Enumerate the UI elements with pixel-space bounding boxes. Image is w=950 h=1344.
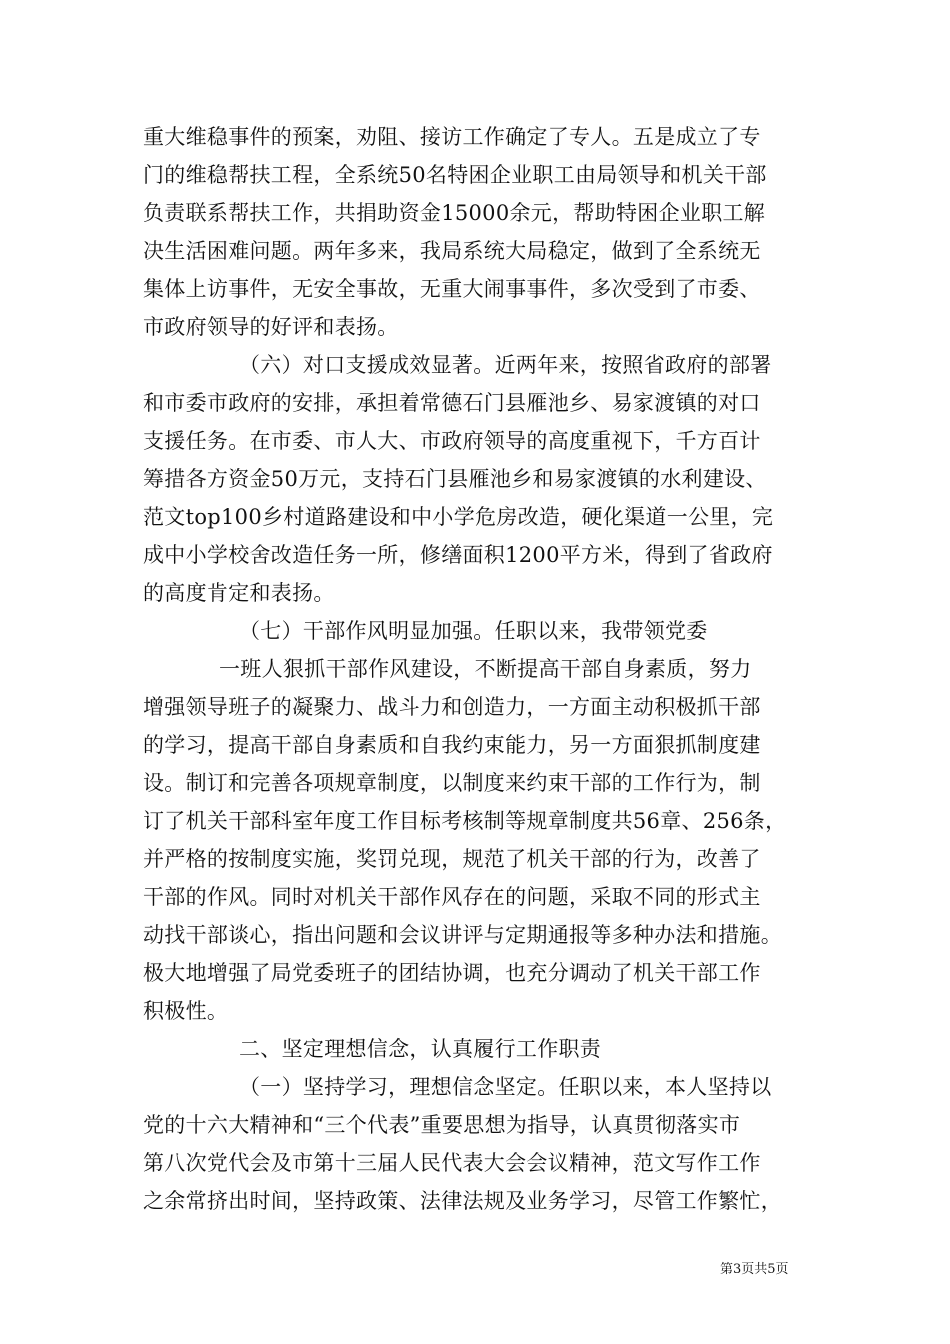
text-line: 成中小学校舍改造任务一所，修缮面积1200平方米，得到了省政府: [143, 543, 773, 567]
section-heading-line: （六）对口支援成效显著。近两年来，按照省政府的部署: [239, 353, 772, 377]
text-line: 积极性。: [143, 999, 229, 1023]
text-line: 增强领导班子的凝聚力、战斗力和创造力，一方面主动积极抓干部: [143, 695, 761, 719]
text-line: 设。制订和完善各项规章制度，以制度来约束干部的工作行为，制: [143, 771, 761, 795]
text-line: 并严格的按制度实施，奖罚兑现，规范了机关干部的行为，改善了: [143, 847, 761, 871]
text-line: 市政府领导的好评和表扬。: [143, 315, 399, 339]
text-line: 极大地增强了局党委班子的团结协调，也充分调动了机关干部工作: [143, 961, 761, 985]
section-heading-line: （一）坚持学习，理想信念坚定。任职以来，本人坚持以: [239, 1075, 772, 1099]
page-number-footer: 第3页共5页: [720, 1262, 789, 1277]
text-line: 干部的作风。同时对机关干部作风存在的问题，采取不同的形式主: [143, 885, 761, 909]
text-line: 门的维稳帮扶工程，全系统50名特困企业职工由局领导和机关干部: [143, 163, 767, 187]
document-body: [143, 118, 808, 1220]
text-line: 决生活困难问题。两年多来，我局系统大局稳定，做到了全系统无: [143, 239, 761, 263]
text-line: 筹措各方资金50万元，支持石门县雁池乡和易家渡镇的水利建设、: [143, 467, 767, 491]
section-heading-line: （七）干部作风明显加强。任职以来，我带领党委: [239, 619, 708, 643]
text-line: 的学习，提高干部自身素质和自我约束能力，另一方面狠抓制度建: [143, 733, 761, 757]
text-line: 的高度肯定和表扬。: [143, 581, 335, 605]
text-line: 之余常挤出时间，坚持政策、法律法规及业务学习，尽管工作繁忙，: [143, 1189, 782, 1213]
text-line: 党的十六大精神和“三个代表”重要思想为指导，认真贯彻落实市: [143, 1113, 741, 1137]
text-line: 第八次党代会及市第十三届人民代表大会会议精神，范文写作工作: [143, 1151, 761, 1175]
chapter-heading-line: 二、坚定理想信念，认真履行工作职责: [239, 1037, 602, 1061]
text-line: 范文top100乡村道路建设和中小学危房改造，硬化渠道一公里，完: [143, 505, 774, 529]
text-line: 集体上访事件，无安全事故，无重大闹事事件，多次受到了市委、: [143, 277, 761, 301]
text-line: 订了机关干部科室年度工作目标考核制等规章制度共56章、256条，: [143, 809, 787, 833]
text-line: 重大维稳事件的预案，劝阻、接访工作确定了专人。五是成立了专: [143, 125, 761, 149]
text-line: 和市委市政府的安排，承担着常德石门县雁池乡、易家渡镇的对口: [143, 391, 761, 415]
text-line: 支援任务。在市委、市人大、市政府领导的高度重视下，千方百计: [143, 429, 761, 453]
text-line: 动找干部谈心，指出问题和会议讲评与定期通报等多种办法和措施。: [143, 923, 782, 947]
text-line: 负责联系帮扶工作，共捐助资金15000余元，帮助特困企业职工解: [143, 201, 766, 225]
text-line: 一班人狠抓干部作风建设，不断提高干部自身素质，努力: [219, 657, 752, 681]
